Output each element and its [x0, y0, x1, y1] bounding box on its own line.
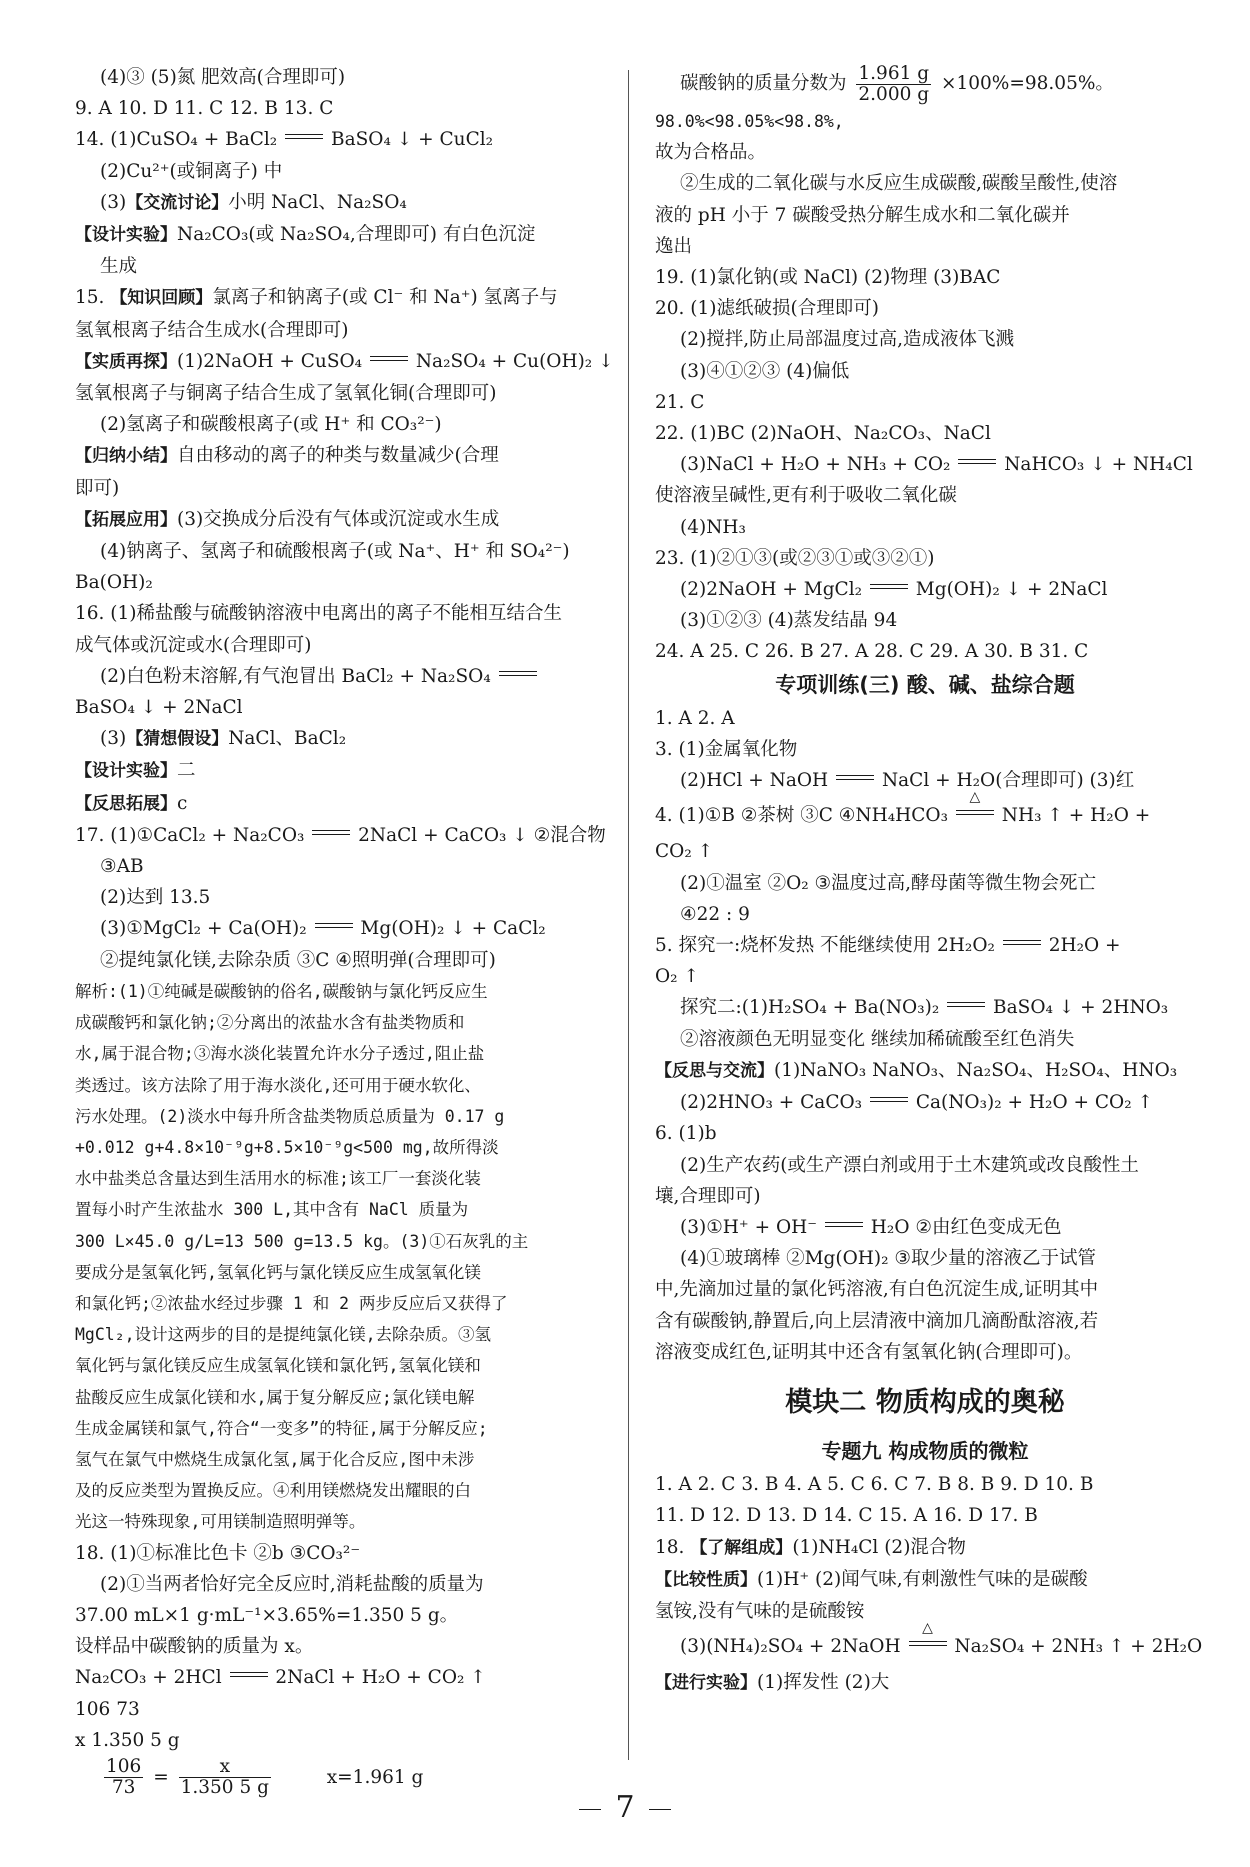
- answer-line: (3)①②③ (4)蒸发结晶 94: [680, 610, 898, 632]
- equals-sign: =: [153, 1766, 169, 1788]
- equals-sign: [315, 922, 353, 934]
- q4-equation-line: [655, 789, 1195, 836]
- answer-line: 5. 探究一:烧杯发热 不能继续使用 2H₂O₂ 2H₂O +: [655, 935, 1121, 957]
- answer-line: 98.0%<98.05%<98.8%,: [655, 112, 844, 131]
- answer-line: 1. A 2. C 3. B 4. A 5. C 6. C 7. B 8. B 9. D 10. B: [655, 1474, 1094, 1496]
- right-answer-lines-d: [655, 1469, 1195, 1627]
- equals-sign: [312, 829, 350, 841]
- fraction-denominator: 2.000 g: [858, 83, 930, 105]
- answer-line: 氧化钙与氯化镁反应生成氢氧化镁和氯化钙,氢氧化镁和: [75, 1356, 481, 1376]
- answer-line: (2)Cu²⁺(或铜离子) 中: [100, 160, 283, 182]
- bold-heading: 【猜想假设】: [126, 729, 229, 750]
- answer-line: (2)2HNO₃ + CaCO₃ Ca(NO₃)₂ + H₂O + CO₂ ↑: [680, 1092, 1154, 1114]
- fraction-suffix: ×100%=98.05%。: [940, 73, 1114, 94]
- bold-heading: 【比较性质】: [655, 1569, 757, 1590]
- answer-line: BaSO₄ ↓ + 2NaCl: [75, 697, 243, 719]
- answer-line: (2)白色粉末溶解,有气泡冒出 BaCl₂ + Na₂SO₄: [75, 661, 615, 692]
- answer-line: 16. (1)稀盐酸与硫酸钠溶液中电离出的离子不能相互结合生: [75, 603, 563, 625]
- answer-line: 使溶液呈碱性,更有利于吸收二氧化碳: [655, 485, 957, 507]
- answer-line: 21. C: [655, 391, 705, 413]
- answer-line: 生成金属镁和氯气,符合“一变多”的特征,属于分解反应;: [75, 1418, 488, 1438]
- answer-line: ②生成的二氧化碳与水反应生成碳酸,碳酸呈酸性,使溶: [680, 173, 1118, 195]
- answer-line: 含有碳酸钠,静置后,向上层清液中滴加几滴酚酞溶液,若: [655, 1310, 1099, 1332]
- fraction-numerator: 106: [106, 1756, 142, 1778]
- right-answer-lines-a: [655, 106, 1195, 668]
- page-dash-right: [649, 1809, 671, 1810]
- heat-equals-sign: [909, 1620, 947, 1652]
- answer-line: ③AB: [100, 856, 144, 878]
- fraction-denominator: 1.350 5 g: [180, 1777, 269, 1799]
- topic-title: 专题九 构成物质的微粒: [821, 1438, 1029, 1463]
- answer-line: 盐酸反应生成氯化镁和水,属于复分解反应;氯化镁电解: [75, 1387, 475, 1407]
- answer-line: 生成: [100, 256, 138, 278]
- answer-line: 【反思拓展】c: [75, 792, 188, 814]
- answer-line: 300 L×45.0 g/L=13 500 g=13.5 kg。(3)①石灰乳的主: [75, 1231, 529, 1251]
- section-title: 专项训练(三) 酸、碱、盐综合题: [775, 672, 1075, 697]
- answer-line: 24. A 25. C 26. B 27. A 28. C 29. A 30. B 31. C: [655, 641, 1089, 663]
- equals-sign: [958, 458, 996, 470]
- answer-line: 类透过。该方法除了用于海水淡化,还可用于硬水软化、: [75, 1075, 481, 1095]
- answer-line: 氢氧根离子与铜离子结合生成了氢氧化铜(合理即可): [75, 383, 497, 405]
- answer-line: CO₂ ↑: [655, 841, 714, 863]
- right-answer-lines-b: [655, 703, 1195, 797]
- q4-suffix: NH₃ ↑ + H₂O +: [1001, 805, 1151, 827]
- q18-suffix: Na₂SO₄ + 2NH₃ ↑ + 2H₂O: [954, 1636, 1203, 1658]
- answer-line: Na₂CO₃ + 2HCl 2NaCl + H₂O + CO₂ ↑: [75, 1667, 486, 1689]
- answer-line: 和氯化钙;②浓盐水经过步骤 1 和 2 两步反应后又获得了: [75, 1293, 508, 1313]
- equals-sign: [1003, 939, 1041, 951]
- equals-sign: [370, 355, 408, 367]
- answer-line: 20. (1)滤纸破损(合理即可): [655, 298, 879, 320]
- answer-line: 【反思与交流】(1)NaNO₃ NaNO₃、Na₂SO₄、H₂SO₄、HNO₃: [655, 1059, 1178, 1081]
- answer-line: 水中盐类总含量达到生活用水的标准;该工厂一套淡化装: [75, 1169, 481, 1189]
- bold-heading: 【归纳小结】: [75, 446, 177, 467]
- answer-line: 1. A 2. A: [655, 707, 735, 729]
- equals-sign: [870, 1096, 908, 1108]
- answer-line: 置每小时产生浓盐水 300 L,其中含有 NaCl 质量为: [75, 1200, 469, 1220]
- answer-line: (3)【交流讨论】小明 NaCl、Na₂SO₄: [100, 191, 407, 213]
- answer-line: x 1.350 5 g: [75, 1729, 180, 1751]
- answer-line: 【进行实验】(1)挥发性 (2)大: [655, 1672, 890, 1694]
- q18-prefix: (3)(NH₄)₂SO₄ + 2NaOH: [680, 1636, 901, 1658]
- page-number-text: 7: [615, 1790, 635, 1825]
- answer-line: 106 73: [75, 1698, 140, 1720]
- answer-line: (3)④①②③ (4)偏低: [680, 360, 850, 382]
- answer-line: +0.012 g+4.8×10⁻⁹g+8.5×10⁻⁹g<500 mg,故所得淡: [75, 1137, 499, 1157]
- answer-line: 中,先滴加过量的氯化钙溶液,有白色沉淀生成,证明其中: [655, 1279, 1099, 1301]
- answer-line: ②提纯氯化镁,去除杂质 ③C ④照明弹(合理即可): [100, 949, 496, 971]
- answer-line: 【归纳小结】自由移动的离子的种类与数量减少(合理: [75, 445, 499, 467]
- heat-equals-sign: [956, 789, 994, 821]
- answer-line: 【拓展应用】(3)交换成分后没有气体或沉淀或水生成: [75, 508, 500, 530]
- answer-line: 氢气在氯气中燃烧生成氯化氢,属于化合反应,图中未涉: [75, 1449, 475, 1469]
- fraction-numerator: x: [179, 1757, 271, 1778]
- answer-line: 要成分是氢氧化钙,氢氧化钙与氯化镁反应生成氢氧化镁: [75, 1262, 481, 1282]
- answer-line: 水,属于混合物;③海水淡化装置允许水分子透过,阻止盐: [75, 1044, 485, 1064]
- bold-heading: 【反思与交流】: [655, 1060, 774, 1081]
- bold-heading: 【知识回顾】: [110, 288, 213, 309]
- bold-heading: 【拓展应用】: [75, 509, 177, 530]
- heat-condition: △: [969, 789, 981, 806]
- answer-line: 23. (1)②①③(或②③①或③②①): [655, 547, 935, 569]
- answer-line: ②溶液颜色无明显变化 继续加稀硫酸至红色消失: [680, 1028, 1075, 1050]
- answer-line: MgCl₂,设计这两步的目的是提纯氯化镁,去除杂质。③氢: [75, 1325, 492, 1345]
- answer-line: 设样品中碳酸钠的质量为 x。: [75, 1636, 314, 1658]
- equals-sign: [230, 1671, 268, 1683]
- answer-line: 成碳酸钙和氯化钠;②分离出的浓盐水含有盐类物质和: [75, 1013, 465, 1033]
- answer-line: (3)NaCl + H₂O + NH₃ + CO₂ NaHCO₃ ↓ + NH₄Cl: [680, 454, 1193, 476]
- answer-line: 液的 pH 小于 7 碳酸受热分解生成水和二氧化碳并: [655, 204, 1070, 226]
- answer-line: 解析:(1)①纯碱是碳酸钠的俗名,碳酸钠与氯化钙反应生: [75, 981, 488, 1001]
- answer-line: (4)①玻璃棒 ②Mg(OH)₂ ③取少量的溶液乙于试管: [680, 1248, 1096, 1270]
- equals-sign: [947, 1001, 985, 1013]
- answer-line: (3)①H⁺ + OH⁻ H₂O ②由红色变成无色: [680, 1216, 1062, 1238]
- answer-line: 【实质再探】(1)2NaOH + CuSO₄ Na₂SO₄ + Cu(OH)₂ ↓: [75, 350, 614, 372]
- fraction-prefix: 碳酸钠的质量分数为: [680, 73, 847, 94]
- bold-heading: 【进行实验】: [655, 1673, 757, 1694]
- right-column: [655, 62, 1203, 1699]
- answer-line: 即可): [75, 477, 120, 499]
- result-value: x=1.961 g: [326, 1766, 424, 1788]
- answer-line: 污水处理。(2)淡水中每升所含盐类物质总质量为 0.17 g: [75, 1106, 505, 1126]
- answer-line: 22. (1)BC (2)NaOH、Na₂CO₃、NaCl: [655, 423, 991, 445]
- equals-sign: [870, 583, 908, 595]
- bold-heading: 【了解组成】: [690, 1537, 793, 1558]
- answer-line: 6. (1)b: [655, 1123, 717, 1145]
- answer-line: 【设计实验】Na₂CO₃(或 Na₂SO₄,合理即可) 有白色沉淀: [75, 224, 536, 246]
- answer-line: (3)①MgCl₂ + Ca(OH)₂ Mg(OH)₂ ↓ + CaCl₂: [100, 918, 546, 940]
- answer-line: (2)①温室 ②O₂ ③温度过高,酵母菌等微生物会死亡: [680, 872, 1097, 894]
- answer-line: 18. 【了解组成】(1)NH₄Cl (2)混合物: [655, 1536, 966, 1558]
- answer-line: 15. 【知识回顾】氯离子和钠离子(或 Cl⁻ 和 Na⁺) 氢离子与: [75, 287, 558, 309]
- fraction-denominator: 73: [111, 1777, 136, 1799]
- q4-prefix: 4. (1)①B ②茶树 ③C ④NH₄HCO₃: [655, 805, 948, 827]
- answer-line: 19. (1)氯化钠(或 NaCl) (2)物理 (3)BAC: [655, 267, 1001, 289]
- module-title: 模块二 物质构成的奥秘: [785, 1386, 1065, 1418]
- mass-fraction: [856, 64, 931, 105]
- answer-line: 11. D 12. D 13. D 14. C 15. A 16. D 17. B: [655, 1505, 1038, 1527]
- answer-line: 成气体或沉淀或水(合理即可): [75, 634, 312, 656]
- answer-line: 9. A 10. D 11. C 12. B 13. C: [75, 98, 334, 120]
- answer-line: (2)氢离子和碳酸根离子(或 H⁺ 和 CO₃²⁻): [100, 414, 442, 436]
- answer-line: 逸出: [655, 235, 693, 257]
- bold-heading: 【实质再探】: [75, 351, 177, 372]
- equals-sign: [825, 1221, 863, 1233]
- equals-sign: [285, 133, 323, 145]
- answer-line: Ba(OH)₂: [75, 572, 153, 594]
- answer-line: 37.00 mL×1 g·mL⁻¹×3.65%=1.350 5 g。: [75, 1604, 459, 1626]
- answer-line: (2)达到 13.5: [100, 887, 211, 909]
- bold-heading: 【反思拓展】: [75, 793, 177, 814]
- bold-heading: 【交流讨论】: [126, 192, 229, 213]
- answer-line: 【设计实验】二: [75, 760, 196, 782]
- answer-line: 及的反应类型为置换反应。④利用镁燃烧发出耀眼的白: [75, 1481, 471, 1501]
- answer-line: ④22 : 9: [680, 903, 750, 925]
- equals-sign: [836, 774, 874, 786]
- page-number: [0, 1790, 1250, 1825]
- answer-line: 故为合格品。: [655, 142, 767, 164]
- left-column: [75, 62, 615, 1800]
- answer-line: O₂ ↑: [655, 966, 699, 988]
- answer-line: (2)生产农药(或生产漂白剂或用于土木建筑或改良酸性土: [680, 1154, 1139, 1176]
- answer-line: 光这一特殊现象,可用镁制造照明弹等。: [75, 1512, 366, 1532]
- answer-line: 【比较性质】(1)H⁺ (2)闻气味,有刺激性气味的是碳酸: [655, 1568, 1088, 1590]
- answer-line: 氢铵,没有气味的是硫酸铵: [655, 1600, 865, 1622]
- equals-sign: [499, 670, 537, 682]
- answer-line: 壤,合理即可): [655, 1185, 761, 1207]
- answer-line: (4)钠离子、氢离子和硫酸根离子(或 Na⁺、H⁺ 和 SO₄²⁻): [100, 541, 570, 563]
- column-divider: [628, 70, 629, 1760]
- answer-line: 氢氧根离子结合生成水(合理即可): [75, 319, 349, 341]
- bold-heading: 【设计实验】: [75, 761, 177, 782]
- right-answer-lines-c: [655, 836, 1195, 1367]
- page-dash-left: [579, 1809, 601, 1810]
- answer-line: (2)搅拌,防止局部温度过高,造成液体飞溅: [680, 329, 1014, 351]
- right-answer-lines-e: [655, 1667, 1195, 1699]
- bold-heading: 【设计实验】: [75, 225, 177, 246]
- answer-line: 探究二:(1)H₂SO₄ + Ba(NO₃)₂ BaSO₄ ↓ + 2HNO₃: [680, 997, 1169, 1019]
- answer-line: 14. (1)CuSO₄ + BaCl₂ BaSO₄ ↓ + CuCl₂: [75, 129, 494, 151]
- answer-line: 17. (1)①CaCl₂ + Na₂CO₃ 2NaCl + CaCO₃ ↓ ②混合物: [75, 824, 606, 846]
- heat-condition: △: [922, 1620, 933, 1637]
- left-answer-lines: [75, 62, 615, 1756]
- answer-line: (3)【猜想假设】NaCl、BaCl₂: [100, 728, 347, 750]
- mass-fraction-line: [655, 62, 1195, 106]
- fraction-numerator: 1.961 g: [858, 62, 930, 84]
- answer-line: (2)2NaOH + MgCl₂ Mg(OH)₂ ↓ + 2NaCl: [680, 579, 1108, 601]
- q18-equation-line: [655, 1620, 1203, 1667]
- answer-line: 溶液变成红色,证明其中还含有氢氧化钠(合理即可)。: [655, 1341, 1083, 1363]
- answer-line: (2)①当两者恰好完全反应时,消耗盐酸的质量为: [100, 1573, 484, 1595]
- answer-line: 18. (1)①标准比色卡 ②b ③CO₃²⁻: [75, 1542, 361, 1564]
- answer-line: (4)NH₃: [680, 516, 746, 538]
- answer-line: (4)③ (5)氮 肥效高(合理即可): [100, 67, 346, 88]
- answer-line: (2)HCl + NaOH NaCl + H₂O(合理即可) (3)红: [680, 770, 1135, 792]
- answer-line: 3. (1)金属氧化物: [655, 739, 798, 761]
